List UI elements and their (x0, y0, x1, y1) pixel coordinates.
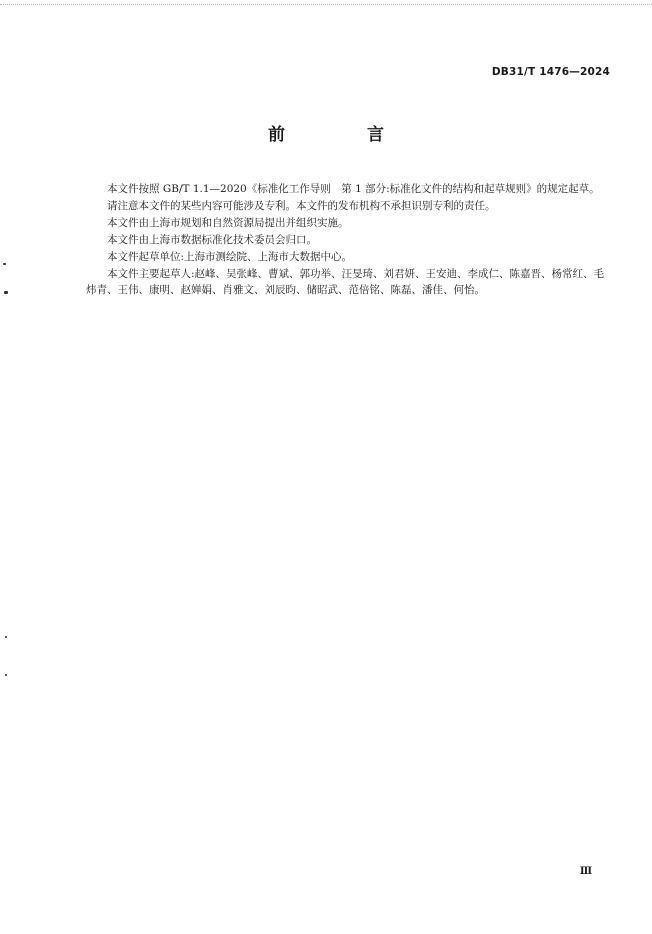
foreword-body (86, 181, 612, 299)
paragraph-drafting-units: 本文件起草单位:上海市测绘院、上海市大数据中心。 (107, 251, 353, 263)
scan-speck (3, 263, 6, 265)
scan-speck (5, 636, 7, 638)
paragraph-proposer: 本文件由上海市规划和自然资源局提出并组织实施。 (107, 217, 349, 229)
paragraph-drafters: 本文件主要起草人:赵峰、吴张峰、曹斌、郭功举、汪旻琦、刘君妍、王安迪、李成仁、陈嘉晋、杨常红、毛炜青、王伟、康明、赵婵娟、肖雅文、刘辰昀、储昭武、范倍铭、陈磊、潘佳、何怡。 (86, 268, 605, 296)
scan-speck (4, 291, 8, 294)
scan-speck (5, 674, 7, 676)
paragraph-technical-committee: 本文件由上海市数据标准化技术委员会归口。 (107, 234, 317, 246)
page-title: 前 言 (268, 125, 422, 145)
paragraph-drafting-rules: 本文件按照 GB/T 1.1—2020《标准化工作导则 第 1 部分:标准化文件的结构和起草规则》的规定起草。 (107, 183, 600, 195)
scan-edge-line (0, 4, 652, 5)
document-code: DB31/T 1476—2024 (491, 66, 610, 78)
paragraph-patent-notice: 请注意本文件的某些内容可能涉及专利。本文件的发布机构不承担识别专利的责任。 (107, 200, 496, 212)
page-number: Ⅲ (579, 866, 592, 877)
